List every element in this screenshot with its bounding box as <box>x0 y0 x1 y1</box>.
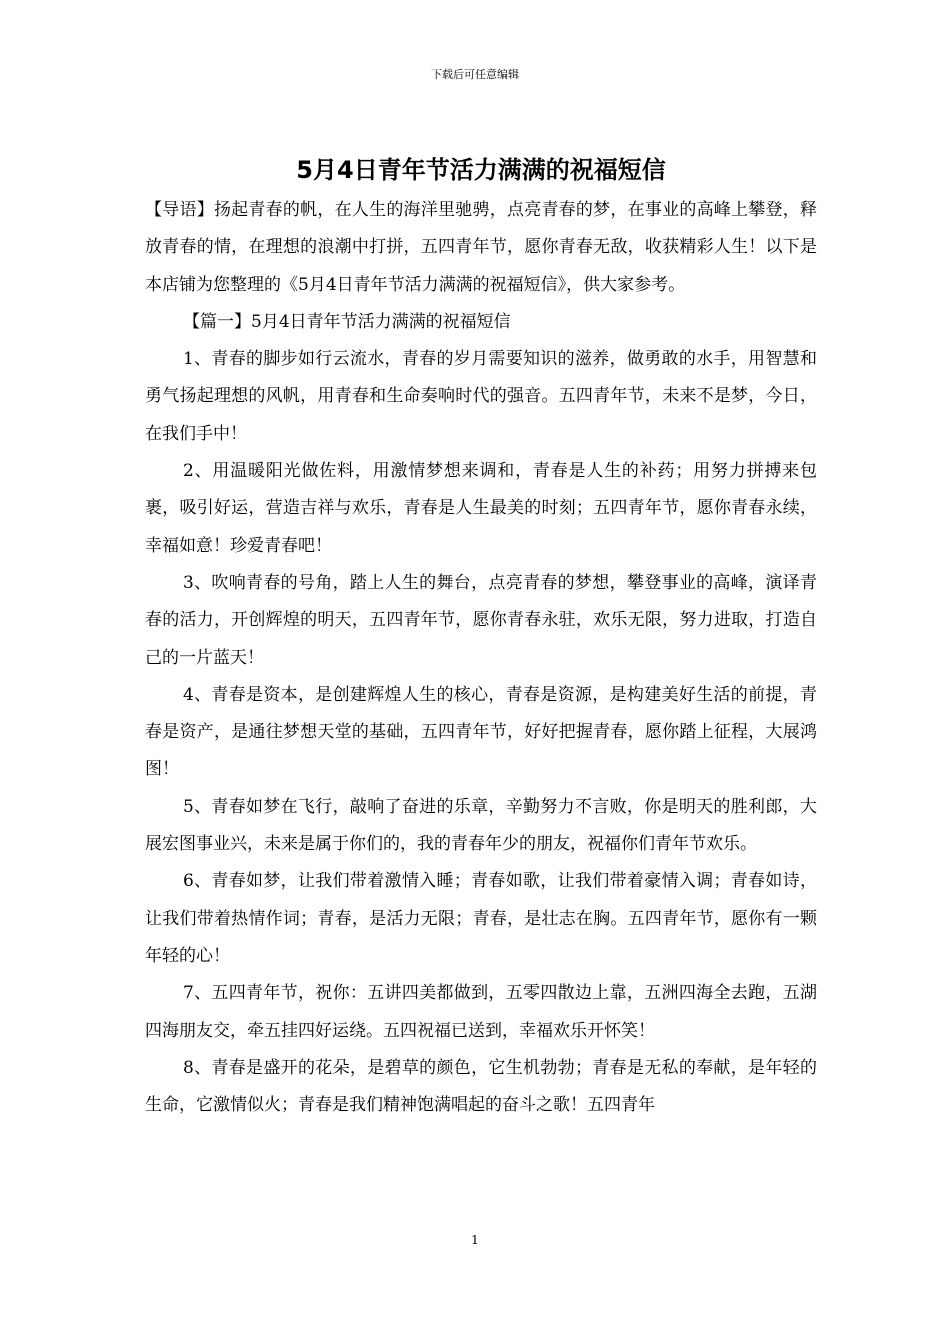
page-number: 1 <box>471 1233 479 1247</box>
document-body <box>145 148 817 1124</box>
page-header-note: 下载后可任意编辑 <box>431 68 519 81</box>
list-item: 6、青春如梦，让我们带着激情入睡；青春如歌，让我们带着豪情入调；青春如诗，让我们带着热情作词；青春，是活力无限；青春，是壮志在胸。五四青年节，愿你有一颗年轻的心！ <box>145 871 817 966</box>
list-item: 4、青春是资本，是创建辉煌人生的核心，青春是资源，是构建美好生活的前提，青春是资产，是通往梦想天堂的基础，五四青年节，好好把握青春，愿你踏上征程，大展鸿图！ <box>145 684 817 780</box>
list-item: 3、吹响青春的号角，踏上人生的舞台，点亮青春的梦想，攀登事业的高峰，演译青春的活力，开创辉煌的明天，五四青年节，愿你青春永驻，欢乐无限，努力进取，打造自己的一片蓝天！ <box>145 572 817 668</box>
list-item: 1、青春的脚步如行云流水，青春的岁月需要知识的滋养，做勇敢的水手，用智慧和勇气扬起理想的风帆，用青春和生命奏响时代的强音。五四青年节，未来不是梦，今日，在我们手中！ <box>145 349 817 444</box>
intro-paragraph: 【导语】扬起青春的帆，在人生的海洋里驰骋，点亮青春的梦，在事业的高峰上攀登，释放青春的情，在理想的浪潮中打拼，五四青年节，愿你青春无敌，收获精彩人生！以下是本店铺为您整理的《5月4日青年节活力满满的祝福短信》，供大家参考。 <box>145 200 817 295</box>
section-heading: 【篇一】5月4日青年节活力满满的祝福短信 <box>183 311 511 332</box>
list-item: 8、青春是盛开的花朵，是碧草的颜色，它生机勃勃；青春是无私的奉献，是年轻的生命，它激情似火；青春是我们精神饱满唱起的奋斗之歌！五四青年 <box>145 1057 817 1116</box>
list-item: 7、五四青年节，祝你：五讲四美都做到，五零四散边上靠，五洲四海全去跑，五湖四海朋友交，牵五挂四好运绕。五四祝福已送到，幸福欢乐开怀笑！ <box>145 983 817 1041</box>
document-title: 5月4日青年节活力满满的祝福短信 <box>296 156 666 184</box>
list-item: 5、青春如梦在飞行，敲响了奋进的乐章，辛勤努力不言败，你是明天的胜利郎，大展宏图事业兴，未来是属于你们的，我的青春年少的朋友，祝福你们青年节欢乐。 <box>145 796 817 855</box>
list-item: 2、用温暖阳光做佐料，用激情梦想来调和，青春是人生的补药；用努力拼搏来包裹，吸引好运，营造吉祥与欢乐，青春是人生最美的时刻；五四青年节，愿你青春永续，幸福如意！珍爱青春吧！ <box>145 461 817 556</box>
